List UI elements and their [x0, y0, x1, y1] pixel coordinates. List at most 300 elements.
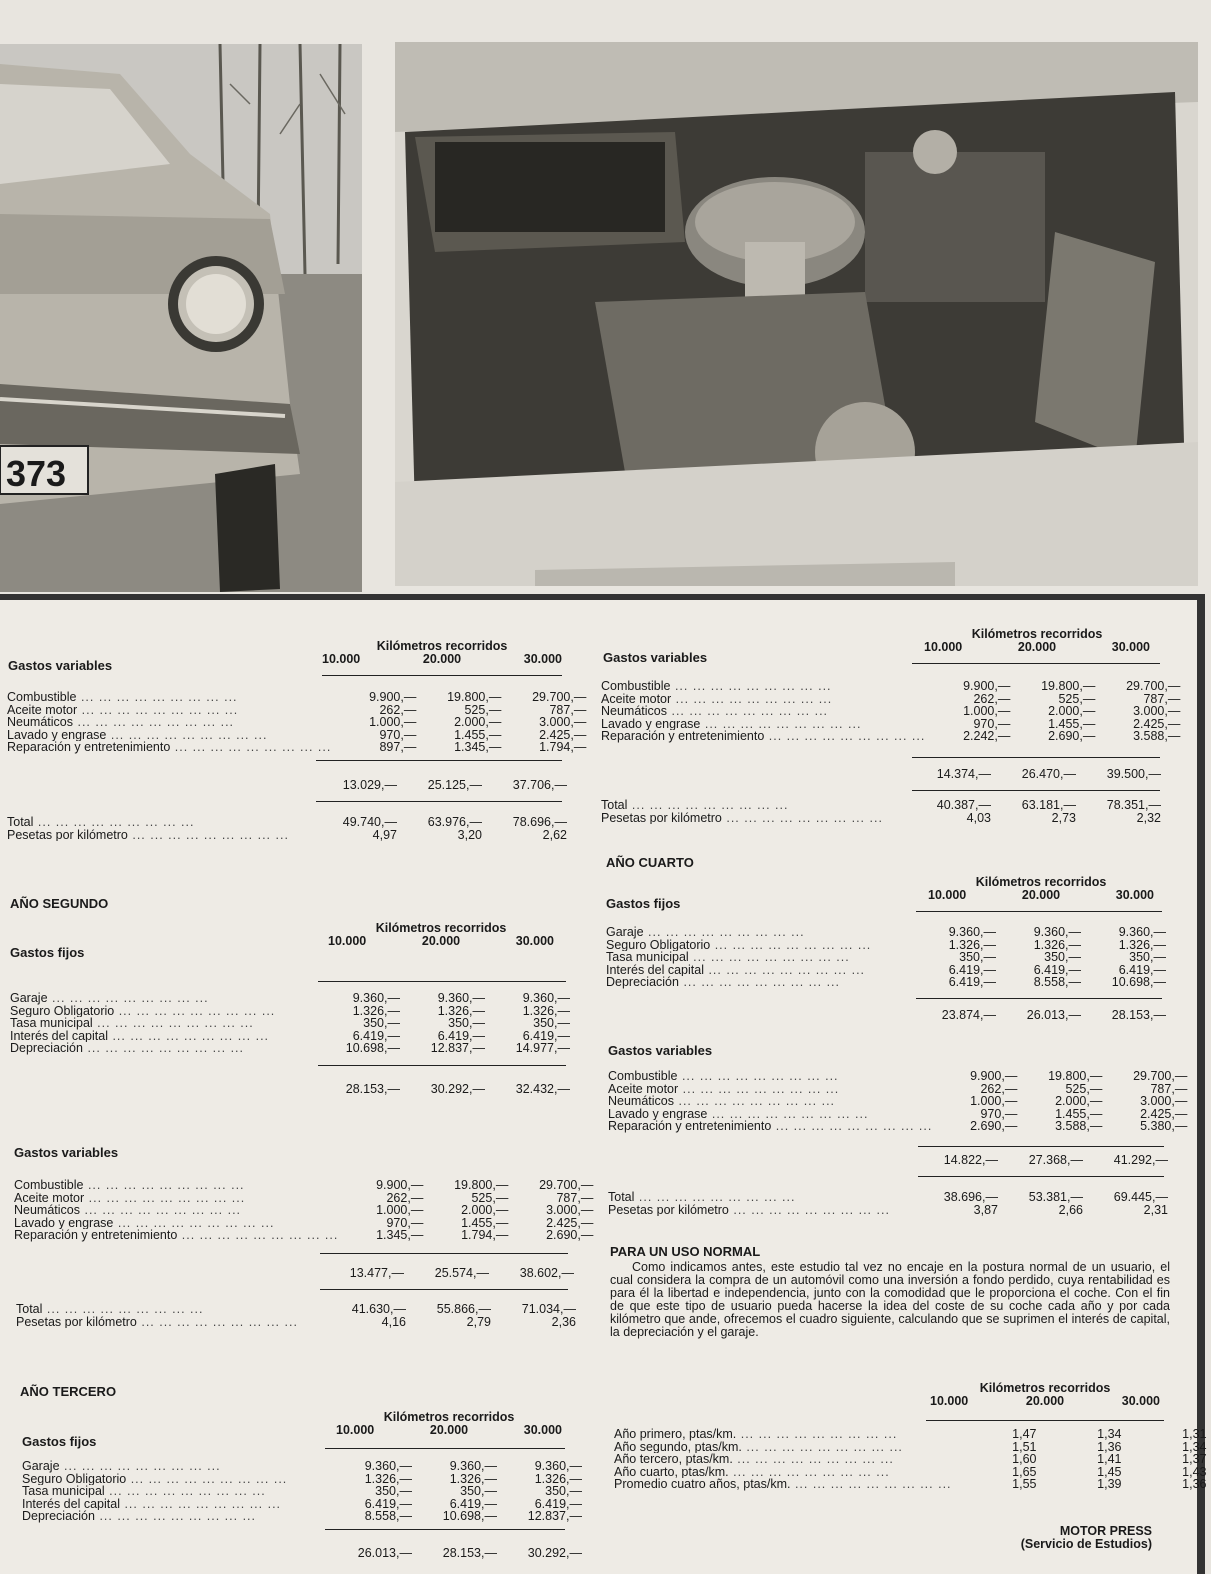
subtotal-row	[608, 1154, 1168, 1167]
leader-dots: ... ... ... ... ... ... ... ... ...	[671, 692, 833, 705]
value-cell: 970,—	[973, 716, 1011, 731]
leader-dots: ... ... ... ... ... ... ... ... ...	[643, 926, 805, 939]
row-label	[608, 1191, 913, 1204]
row-label-text: Combustible	[14, 1179, 84, 1192]
row-label-text: Lavado y engrase	[608, 1107, 708, 1120]
table-row	[606, 976, 1166, 989]
value-cell: 350,—	[448, 1016, 485, 1030]
value-cell: 2.690,—	[546, 1228, 594, 1242]
value-cell: 2.000,—	[461, 1203, 509, 1217]
subtotal-cell: 38.602,—	[519, 1266, 574, 1280]
value-cell: 1.326,—	[534, 1471, 582, 1486]
km-col-1: 10.000	[322, 652, 361, 666]
value-cell: 970,—	[379, 727, 417, 742]
section-gastos-variables: Gastos variables	[608, 1043, 713, 1058]
subtotal-cell: 23.874,—	[941, 1008, 996, 1022]
row-label-text: Neumáticos	[14, 1204, 80, 1217]
row-label-empty	[606, 1009, 911, 1022]
row-label	[22, 1460, 327, 1473]
value-cell: 29.700,—	[539, 1178, 594, 1192]
value-cell: 350,—	[545, 1484, 582, 1498]
table-gastos-variables-3	[601, 680, 1180, 743]
value-cell: 1.455,—	[1055, 1106, 1103, 1121]
rule	[322, 675, 562, 676]
leader-dots: ... ... ... ... ... ... ... ... ...	[92, 1017, 254, 1030]
table-row	[606, 951, 1166, 964]
value-cell: 787,—	[549, 702, 587, 717]
leader-dots: ... ... ... ... ... ... ... ... ...	[170, 741, 332, 754]
table-row	[22, 1485, 582, 1498]
leader-dots: ... ... ... ... ... ... ... ... ...	[82, 1042, 244, 1055]
row-label-text: Total	[601, 799, 628, 812]
km-col-1: 10.000	[336, 1423, 375, 1437]
rule	[918, 1176, 1164, 1177]
row-label-empty	[22, 1547, 327, 1560]
row-label	[7, 816, 312, 829]
row-label	[22, 1485, 327, 1498]
table-row	[10, 1042, 570, 1055]
row-label	[10, 1030, 315, 1043]
total-cell: 40.387,—	[936, 798, 991, 812]
data-table	[7, 691, 586, 754]
row-label-empty	[10, 1083, 315, 1096]
per-km-cell: 2,73	[1051, 810, 1076, 825]
km-header-title: Kilómetros recorridos	[975, 875, 1107, 889]
value-cell: 8.558,—	[1033, 975, 1081, 989]
value-cell: 9.360,—	[437, 991, 485, 1005]
value-cell: 3.000,—	[1133, 704, 1181, 718]
table-gastos-variables-4	[608, 1070, 1187, 1133]
row-label	[14, 1217, 338, 1230]
leader-dots: ... ... ... ... ... ... ... ... ...	[703, 963, 866, 976]
row-label-text: Combustible	[7, 691, 77, 704]
total-cell: 53.381,—	[1028, 1190, 1083, 1204]
table-row	[22, 1473, 582, 1486]
row-label-text: Promedio cuatro años, ptas/km.	[614, 1478, 791, 1491]
value-cell: 1,37	[1182, 1452, 1207, 1466]
value-cell: 1.326,—	[449, 1471, 497, 1486]
value-cell: 1,36	[1182, 1477, 1207, 1491]
rule	[912, 663, 1160, 664]
per-km-cell: 4,03	[966, 810, 991, 825]
row-label	[606, 976, 911, 989]
value-cell: 2.425,—	[546, 1215, 594, 1230]
value-cell: 6.419,—	[437, 1028, 485, 1043]
subtotal-cell: 26.470,—	[1021, 767, 1076, 781]
subtotal-cell: 37.706,—	[512, 778, 567, 792]
table-gastos-fijos-3	[22, 1460, 582, 1523]
leader-dots: ... ... ... ... ... ... ... ... ...	[728, 1465, 890, 1478]
row-label-text: Lavado y engrase	[601, 717, 701, 730]
value-cell: 1.326,—	[522, 1003, 570, 1018]
per-km-cell: 2,62	[542, 827, 567, 842]
per-km-row	[601, 812, 1161, 825]
value-cell: 1,55	[1012, 1477, 1037, 1491]
value-cell: 1.345,—	[376, 1228, 424, 1242]
rule	[916, 998, 1162, 999]
row-label	[614, 1466, 952, 1479]
value-cell: 525,—	[464, 702, 502, 717]
value-cell: 525,—	[471, 1190, 509, 1205]
value-cell: 525,—	[1058, 691, 1096, 706]
table-uso-normal	[614, 1428, 1207, 1491]
rule	[316, 760, 562, 761]
value-cell: 3.000,—	[546, 1203, 594, 1217]
table-row	[10, 1005, 570, 1018]
row-label-text: Neumáticos	[7, 716, 73, 729]
row-label-text: Garaje	[10, 992, 48, 1005]
subtotal-row	[606, 1009, 1166, 1022]
value-cell: 1,31	[1182, 1427, 1207, 1441]
value-cell: 9.900,—	[376, 1178, 424, 1192]
subtotal-row	[14, 1267, 574, 1280]
table-row	[14, 1229, 593, 1242]
table-row	[608, 1095, 1187, 1108]
value-cell: 19.800,—	[447, 690, 502, 704]
row-label-text: Interés del capital	[22, 1497, 120, 1510]
value-cell: 29.700,—	[1133, 1069, 1188, 1083]
leader-dots: ... ... ... ... ... ... ... ... ...	[73, 716, 235, 729]
row-label	[601, 799, 906, 812]
table-row	[14, 1204, 593, 1217]
paragraph-text: Como indicamos antes, este estudio tal vez no encaje en la postura normal de un usuario, el cual considera la compra de un automóvil como una inversión a fondo perdido, cuya rentabilidad es para él la libertad e independencia, junto con la comodidad que le proporciona el coche. Con el fin de que este tipo de usuario pueda hacerse la idea del coste de su coche cada año y por cada kilómetro que ande, ofrecemos el cuadro siguiente, calculando que se suprimen el interés de capital, la depreciación y el garaje.	[610, 1260, 1170, 1339]
value-cell: 1.455,—	[461, 1215, 509, 1230]
table-row	[608, 1070, 1187, 1083]
leader-dots: ... ... ... ... ... ... ... ... ...	[728, 1203, 890, 1216]
per-km-cell: 3,87	[973, 1202, 998, 1217]
row-label	[614, 1441, 952, 1454]
value-cell: 29.700,—	[532, 690, 587, 704]
rule	[926, 1420, 1164, 1421]
section-ano-segundo: AÑO SEGUNDO	[10, 896, 109, 911]
row-label-text: Año primero, ptas/km.	[614, 1428, 737, 1441]
leader-dots: ... ... ... ... ... ... ... ... ...	[678, 976, 840, 989]
km-col-3: 30.000	[1111, 640, 1150, 654]
section-gastos-fijos: Gastos fijos	[10, 945, 85, 960]
per-km-cell: 2,32	[1136, 810, 1161, 825]
table-row	[7, 691, 586, 704]
row-label-text: Pesetas por kilómetro	[608, 1203, 729, 1216]
per-km-cell: 4,16	[381, 1314, 406, 1329]
rule	[912, 790, 1160, 791]
value-cell: 6.419,—	[352, 1028, 400, 1043]
row-label-text: Total	[608, 1191, 635, 1204]
leader-dots: ... ... ... ... ... ... ... ... ...	[678, 1082, 840, 1095]
value-cell: 350,—	[460, 1484, 497, 1498]
table-row	[614, 1453, 1207, 1466]
leader-dots: ... ... ... ... ... ... ... ... ...	[707, 1107, 869, 1120]
row-label-text: Lavado y engrase	[7, 728, 107, 741]
row-label-text: Reparación y entretenimiento	[601, 730, 765, 743]
value-cell: 350,—	[1044, 950, 1081, 964]
total-rows	[16, 1303, 576, 1328]
rule	[325, 1448, 565, 1449]
value-cell: 2.425,—	[539, 727, 587, 742]
section-gastos-variables: Gastos variables	[14, 1145, 119, 1160]
row-label	[608, 1204, 913, 1217]
total-rows	[601, 799, 1161, 824]
km-col-3: 30.000	[1115, 888, 1154, 902]
table-row	[601, 705, 1180, 718]
row-label	[14, 1229, 338, 1242]
value-cell: 29.700,—	[1126, 679, 1181, 693]
row-label	[10, 1005, 315, 1018]
leader-dots: ... ... ... ... ... ... ... ... ...	[80, 1204, 242, 1217]
section-uso-normal: PARA UN USO NORMAL	[610, 1244, 761, 1259]
row-label-text: Pesetas por kilómetro	[7, 828, 128, 841]
table-row	[10, 992, 570, 1005]
table-row	[22, 1510, 582, 1523]
total-cell: 38.696,—	[943, 1190, 998, 1204]
row-label-text: Depreciación	[606, 976, 679, 989]
subtotal-row	[608, 1154, 1168, 1167]
row-label	[14, 1192, 338, 1205]
value-cell: 1,43	[1182, 1464, 1207, 1479]
row-label	[601, 693, 925, 706]
subtotal-cell: 27.368,—	[1028, 1153, 1083, 1167]
total-row	[16, 1303, 576, 1316]
table-row	[606, 964, 1166, 977]
row-label	[614, 1478, 952, 1491]
row-label-text: Pesetas por kilómetro	[16, 1315, 137, 1328]
row-label	[606, 939, 911, 952]
subtotal-row	[22, 1547, 582, 1560]
km-header	[928, 876, 1154, 902]
rule	[320, 1289, 568, 1290]
row-label	[601, 680, 925, 693]
value-cell: 6.419,—	[1033, 962, 1081, 977]
rule	[325, 1529, 565, 1530]
km-header	[930, 1382, 1160, 1408]
leader-dots: ... ... ... ... ... ... ... ... ...	[84, 1191, 246, 1204]
subtotal-row	[7, 779, 567, 792]
value-cell: 6.419,—	[948, 975, 996, 989]
row-label-text: Combustible	[601, 680, 671, 693]
signature	[960, 1525, 1152, 1551]
value-cell: 525,—	[1065, 1081, 1103, 1096]
subtotal-cell: 14.822,—	[943, 1153, 998, 1167]
value-cell: 3.000,—	[1140, 1094, 1188, 1108]
row-label-text: Interés del capital	[10, 1029, 108, 1042]
total-row	[608, 1191, 1168, 1204]
value-cell: 897,—	[379, 740, 417, 754]
value-cell: 14.977,—	[515, 1041, 570, 1055]
leader-dots: ... ... ... ... ... ... ... ... ...	[764, 730, 926, 743]
subtotal-row	[606, 1009, 1166, 1022]
value-cell: 5.380,—	[1140, 1119, 1188, 1133]
total-rows	[7, 816, 567, 841]
row-label-text: Total	[7, 816, 34, 829]
value-cell: 2.425,—	[1133, 716, 1181, 731]
row-label-text: Año cuarto, ptas/km.	[614, 1465, 729, 1478]
value-cell: 9.360,—	[1118, 925, 1166, 939]
row-label	[608, 1108, 932, 1121]
km-col-2: 20.000	[1017, 640, 1057, 654]
table-row	[601, 730, 1180, 743]
value-cell: 1.000,—	[376, 1203, 424, 1217]
value-cell: 787,—	[1143, 691, 1181, 706]
subtotal-row	[7, 779, 567, 792]
rule	[316, 801, 562, 802]
rule	[318, 1065, 566, 1066]
value-cell: 9.360,—	[364, 1459, 412, 1473]
leader-dots: ... ... ... ... ... ... ... ... ...	[732, 1453, 894, 1466]
per-km-row	[608, 1204, 1168, 1217]
row-label-text: Garaje	[606, 926, 644, 939]
km-col-3: 30.000	[1121, 1394, 1160, 1408]
row-label-text: Depreciación	[22, 1510, 95, 1523]
value-cell: 1.326,—	[364, 1471, 412, 1486]
total-cell: 55.866,—	[436, 1302, 491, 1316]
table-row	[22, 1460, 582, 1473]
row-label-text: Reparación y entretenimiento	[14, 1229, 178, 1242]
table-row	[7, 741, 586, 754]
value-cell: 1.326,—	[437, 1003, 485, 1018]
per-km-cell: 2,31	[1143, 1202, 1168, 1217]
value-cell: 1,65	[1012, 1464, 1037, 1479]
row-label	[7, 741, 331, 754]
leader-dots: ... ... ... ... ... ... ... ... ...	[107, 1029, 270, 1042]
km-header	[924, 628, 1150, 654]
value-cell: 1,34	[1097, 1427, 1122, 1441]
total-cell: 78.696,—	[512, 815, 567, 829]
km-col-1: 10.000	[328, 934, 367, 948]
leader-dots: ... ... ... ... ... ... ... ... ...	[667, 705, 829, 718]
value-cell: 350,—	[1129, 950, 1166, 964]
row-label-text: Tasa municipal	[606, 951, 689, 964]
value-cell: 12.837,—	[527, 1509, 582, 1523]
leader-dots: ... ... ... ... ... ... ... ... ...	[177, 1229, 339, 1242]
rule	[916, 911, 1162, 912]
value-cell: 262,—	[386, 1190, 424, 1205]
value-cell: 1,47	[1012, 1427, 1037, 1441]
row-label	[601, 812, 906, 825]
row-label-text: Seguro Obligatorio	[10, 1004, 115, 1017]
section-ano-tercero: AÑO TERCERO	[20, 1384, 117, 1399]
total-cell: 78.351,—	[1106, 798, 1161, 812]
value-cell: 2.242,—	[963, 729, 1011, 743]
subtotal-row	[601, 768, 1161, 781]
km-col-3: 30.000	[523, 652, 562, 666]
row-label	[10, 1017, 315, 1030]
per-km-cell: 4,97	[372, 827, 397, 842]
value-cell: 262,—	[980, 1081, 1018, 1096]
table-row	[10, 1017, 570, 1030]
row-label	[22, 1498, 327, 1511]
row-label-text: Garaje	[22, 1460, 60, 1473]
row-label	[16, 1303, 321, 1316]
value-cell: 3.000,—	[539, 715, 587, 729]
row-label	[7, 691, 331, 704]
value-cell: 9.360,—	[449, 1459, 497, 1473]
km-header-title: Kilómetros recorridos	[383, 1410, 515, 1424]
value-cell: 6.419,—	[522, 1028, 570, 1043]
km-col-1: 10.000	[924, 640, 963, 654]
value-cell: 9.900,—	[369, 690, 417, 704]
row-label-text: Aceite motor	[608, 1082, 679, 1095]
value-cell: 9.360,—	[352, 991, 400, 1005]
row-label	[10, 1042, 315, 1055]
value-cell: 262,—	[973, 691, 1011, 706]
value-cell: 970,—	[980, 1106, 1018, 1121]
table-row	[614, 1428, 1207, 1441]
row-label	[14, 1204, 338, 1217]
km-col-3: 30.000	[523, 1423, 562, 1437]
row-label-text: Total	[16, 1303, 43, 1316]
row-label	[10, 992, 315, 1005]
leader-dots: ... ... ... ... ... ... ... ... ...	[104, 1485, 266, 1498]
leader-dots: ... ... ... ... ... ... ... ... ...	[741, 1440, 903, 1453]
row-label-text: Aceite motor	[601, 692, 672, 705]
table-gastos-fijos-4	[606, 926, 1166, 989]
table-row	[606, 926, 1166, 939]
row-label-text: Tasa municipal	[22, 1485, 105, 1498]
km-header-title: Kilómetros recorridos	[376, 639, 508, 653]
row-label-empty	[7, 779, 312, 792]
total-row	[7, 816, 567, 829]
row-label	[614, 1453, 952, 1466]
row-label	[606, 964, 911, 977]
section-gastos-variables: Gastos variables	[8, 658, 113, 673]
km-col-1: 10.000	[928, 888, 967, 902]
value-cell: 2.425,—	[1140, 1106, 1188, 1121]
value-cell: 2.000,—	[454, 715, 502, 729]
per-km-row	[16, 1316, 576, 1329]
value-cell: 2.690,—	[1048, 729, 1096, 743]
leader-dots: ... ... ... ... ... ... ... ... ...	[710, 938, 872, 951]
table-row	[10, 1030, 570, 1043]
value-cell: 3.588,—	[1133, 729, 1181, 743]
subtotal-cell: 13.029,—	[342, 778, 397, 792]
km-header	[336, 1411, 562, 1437]
section-gastos-fijos: Gastos fijos	[606, 896, 681, 911]
subtotal-row	[10, 1083, 570, 1096]
leader-dots: ... ... ... ... ... ... ... ... ...	[59, 1460, 221, 1473]
per-km-cell: 2,66	[1058, 1202, 1083, 1217]
value-cell: 1.455,—	[454, 727, 502, 742]
total-cell: 41.630,—	[351, 1302, 406, 1316]
leader-dots: ... ... ... ... ... ... ... ... ...	[136, 1315, 298, 1328]
rule	[918, 1146, 1164, 1147]
subtotal-row	[22, 1547, 582, 1560]
row-label	[608, 1070, 932, 1083]
km-col-2: 20.000	[1025, 1394, 1065, 1408]
leader-dots: ... ... ... ... ... ... ... ... ...	[670, 680, 832, 693]
subtotal-cell: 28.153,—	[442, 1546, 497, 1560]
row-label-text: Seguro Obligatorio	[22, 1472, 127, 1485]
leader-dots: ... ... ... ... ... ... ... ... ...	[126, 1472, 288, 1485]
total-cell: 71.034,—	[521, 1302, 576, 1316]
value-cell: 1.000,—	[369, 715, 417, 729]
row-label	[614, 1428, 952, 1441]
value-cell: 9.360,—	[534, 1459, 582, 1473]
row-label-text: Seguro Obligatorio	[606, 938, 711, 951]
total-cell: 69.445,—	[1113, 1190, 1168, 1204]
value-cell: 19.800,—	[1041, 679, 1096, 693]
value-cell: 787,—	[1150, 1081, 1188, 1096]
value-cell: 6.419,—	[364, 1496, 412, 1511]
table-gastos-fijos-2	[10, 992, 570, 1055]
km-col-2: 20.000	[1021, 888, 1061, 902]
leader-dots: ... ... ... ... ... ... ... ... ...	[42, 1303, 204, 1316]
leader-dots: ... ... ... ... ... ... ... ... ...	[736, 1428, 898, 1441]
table-gastos-variables-2	[14, 1179, 593, 1242]
row-label	[601, 718, 925, 731]
row-label-text: Aceite motor	[7, 703, 78, 716]
leader-dots: ... ... ... ... ... ... ... ... ...	[674, 1095, 836, 1108]
km-header	[322, 640, 562, 666]
row-label	[7, 729, 331, 742]
